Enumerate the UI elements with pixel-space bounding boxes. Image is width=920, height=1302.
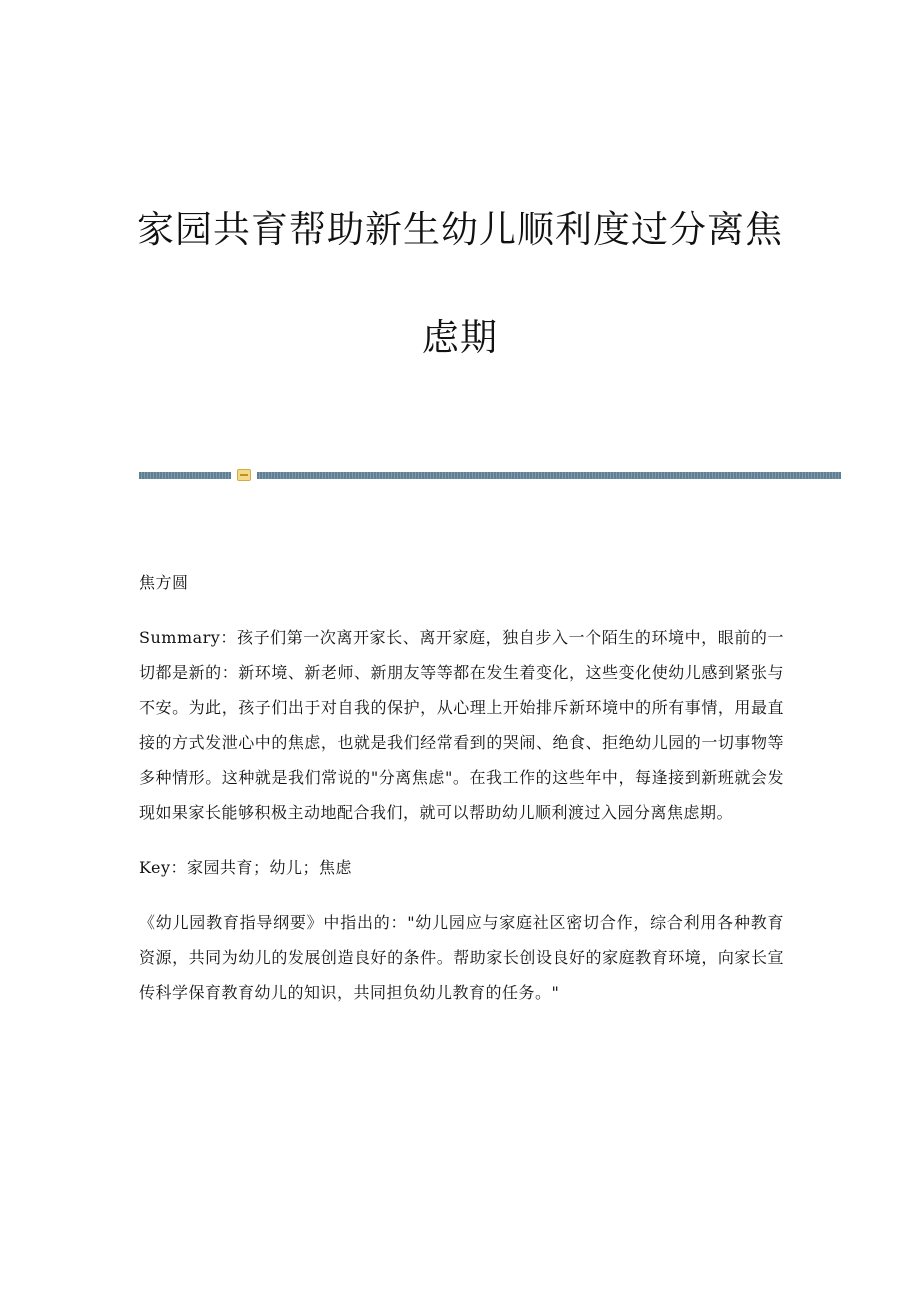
summary-paragraph: Summary：孩子们第一次离开家长、离开家庭，独自步入一个陌生的环境中，眼前的一切都是新的：新环境、新老师、新朋友等等都在发生着变化，这些变化使幼儿感到紧张与不安。为此，孩子们出于对自我的保护，从心理上开始排斥新环境中的所有事情，用最直接的方式发泄心中的焦虑，也就是我们经常看到的哭闹、绝食、拒绝幼儿园的一切事物等多种情形。这种就是我们常说的"分离焦虑"。在我工作的这些年中，每逢接到新班就会发现如果家长能够积极主动地配合我们，就可以帮助幼儿顺利渡过入园分离焦虑期。: [139, 628, 784, 822]
document-body: [139, 565, 784, 1030]
keywords-paragraph: Key：家园共育；幼儿；焦虑: [139, 858, 353, 877]
author-name: 焦方圆: [139, 573, 189, 592]
title-line-1: 家园共育帮助新生幼儿顺利度过分离焦: [137, 208, 783, 251]
divider-bar-right: [257, 472, 841, 479]
body-paragraph: 《幼儿园教育指导纲要》中指出的："幼儿园应与家庭社区密切合作，综合利用各种教育资源，共同为幼儿的发展创造良好的条件。帮助家长创设良好的家庭教育环境，向家长宣传科学保育教育幼儿的知识，共同担负幼儿教育的任务。": [139, 913, 784, 1002]
divider-ornament-icon: [237, 469, 251, 481]
title-divider: [139, 469, 841, 483]
title-line-2: 虑期: [422, 316, 498, 359]
divider-bar-left: [139, 472, 231, 479]
